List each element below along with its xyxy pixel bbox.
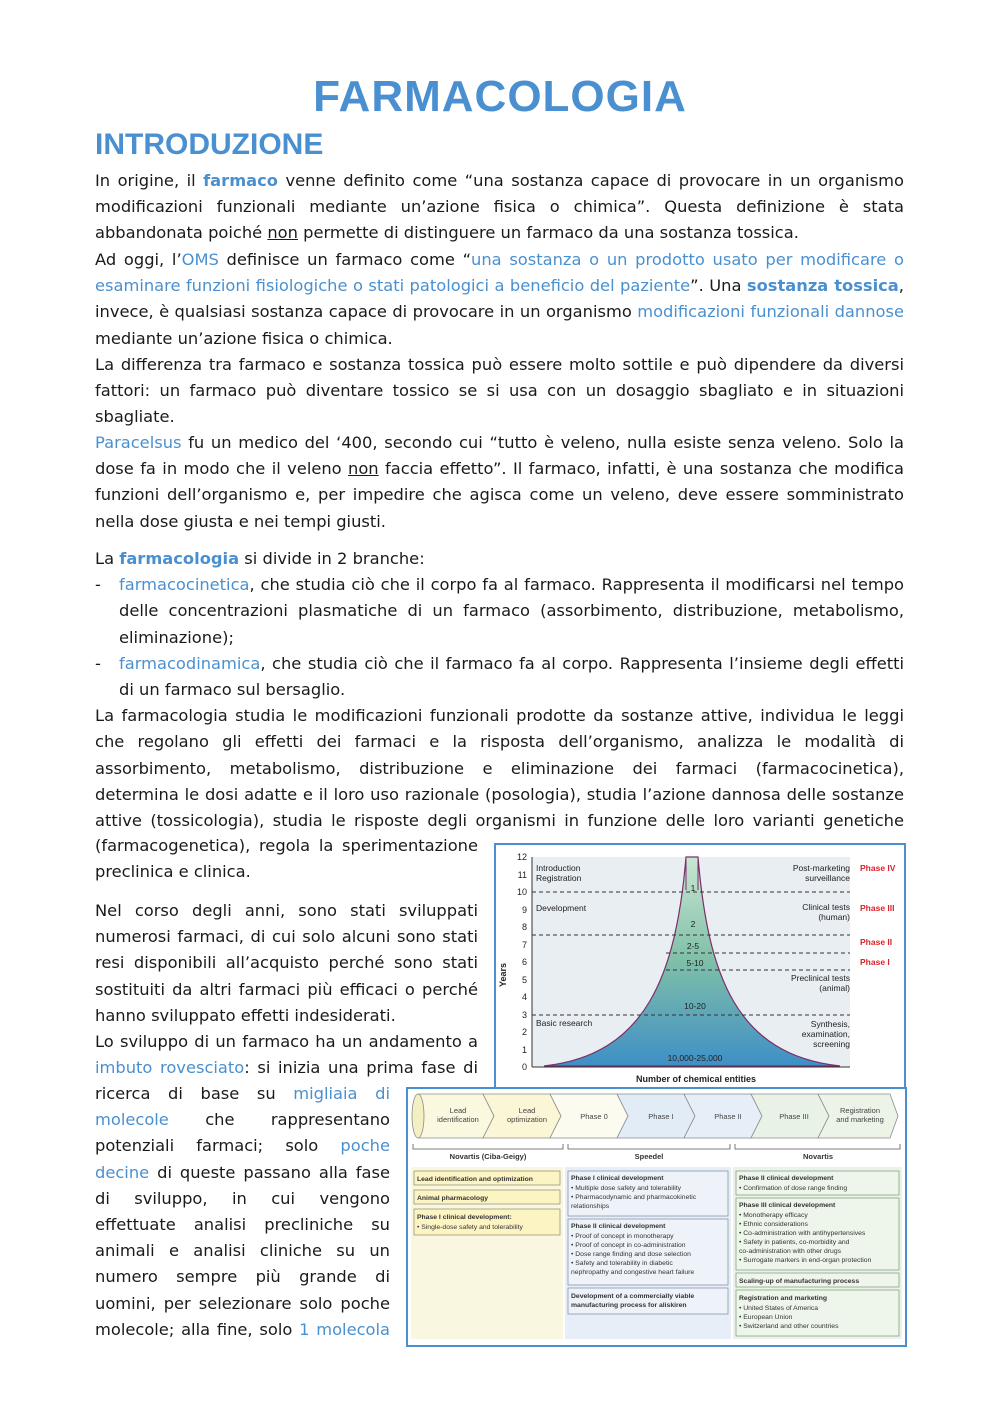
box-item: • European Union <box>739 1314 793 1321</box>
stage-label: examination, <box>801 1029 850 1039</box>
stage-label: Lead <box>449 1106 467 1115</box>
box-title: Lead identification and optimization <box>417 1176 533 1183</box>
entity-count: 10,000-25,000 <box>667 1053 723 1063</box>
box-title: manufacturing process for aliskiren <box>571 1302 687 1309</box>
y-tick: 3 <box>521 1010 527 1020</box>
entity-count: 5-10 <box>686 958 704 968</box>
phase-label: Phase IV <box>860 863 896 873</box>
y-tick: 8 <box>521 922 527 932</box>
y-tick: 1 <box>521 1045 527 1055</box>
stage-label: Basic research <box>536 1018 593 1028</box>
box-item: • Proof of concept in co-administration <box>571 1242 686 1249</box>
paragraph-definition-origin: In origine, il farmaco venne definito come “una sostanza capace di provocare in un organismo modificazioni funzionali mediante un’azione fisica o chimica”. Questa definizione è stata abbandonata poiché non permette di distinguere un farmaco da una sostanza tossica. <box>95 171 904 243</box>
development-timeline-figure <box>406 1087 907 1347</box>
y-axis-label: Years <box>498 962 508 988</box>
box-title: Phase I clinical development: <box>417 1214 512 1221</box>
paragraph-definition-oms: Ad oggi, l’OMS definisce un farmaco come “una sostanza o un prodotto usato per modificare o esaminare funzioni fisiologiche o stati patologici a beneficio del paziente”. Una sostanza tossica, invece, è qualsiasi sostanza capace di provocare in un organismo modificazioni funzionali dannose mediante un’azione fisica o chimica. <box>95 250 904 348</box>
phase-labels <box>860 863 896 967</box>
stage-label: optimization <box>506 1115 548 1124</box>
y-tick: 7 <box>521 940 527 950</box>
stage-label: Registration <box>536 873 582 883</box>
entity-count: 1 <box>690 883 696 893</box>
y-tick: 6 <box>521 957 527 967</box>
box-item: co-administration with other drugs <box>739 1248 841 1255</box>
page-title: FARMACOLOGIA <box>313 72 687 121</box>
box-item: nephropathy and congestive heart failure <box>571 1269 695 1276</box>
paragraph-difference: La differenza tra farmaco e sostanza tossica può essere molto sottile e può dipendere da diversi fattori: un farmaco può diventare tossico se si usa con un dosaggio sbagliato e in situazioni sbagliate. <box>95 355 904 427</box>
box-title: Phase II clinical development <box>571 1223 666 1230</box>
stage-label: Preclinical tests <box>790 973 850 983</box>
box-title: Phase II clinical development <box>739 1175 834 1182</box>
box-item: • Dose range finding and dose selection <box>571 1251 691 1258</box>
stage-label: (human) <box>818 912 850 922</box>
company-brackets <box>413 1144 900 1149</box>
stage-label: Synthesis, <box>810 1019 850 1029</box>
box-item: • Multiple dose safety and tolerability <box>571 1185 682 1192</box>
y-tick: 4 <box>521 992 527 1002</box>
phase-label: Phase II <box>860 937 893 947</box>
paragraph-branches: La farmacologia si divide in 2 branche: - farmacocinetica, che studia ciò che il corpo fa al farmaco. Rappresenta il modificarsi nel tempo delle concentrazioni plasmatiche di un farmaco (assorbimento, distribuzione, metabolismo, eliminazione); - farmacodinamica, che studia ciò che il farmaco fa al corpo. Rappresenta l’insieme degli effetti di un farmaco sul bersaglio. La farmacologia studia le modificazioni funzionali prodotte da sostanze attive, individua le leggi che regolano gli effetti dei farmaci e la risposta dell’organismo, analizza le modalità di assorbimento, metabolismo, distribuzione e eliminazione dei farmaci (farmacocinetica), determina le dosi adatte e il loro uso razionale (posologia), studia l’azione dannosa delle sostanze attive (tossicologia), studia le risposte degli organismi in funzione delle loro varianti genetiche <box>95 549 904 831</box>
y-tick: 2 <box>521 1027 527 1037</box>
y-tick: 5 <box>521 975 527 985</box>
box-item: • Proof of concept in monotherapy <box>571 1233 674 1240</box>
company-label: Novartis <box>802 1152 834 1161</box>
phase-label: Phase III <box>860 903 895 913</box>
stage-label: surveillance <box>805 873 850 883</box>
box-item: • Co-administration with antihypertensives <box>739 1230 866 1237</box>
y-tick: 12 <box>516 852 527 862</box>
box-item: • Confirmation of dose range finding <box>739 1185 848 1192</box>
y-tick: 10 <box>516 887 527 897</box>
stage-label: Registration <box>839 1106 881 1115</box>
development-timeline <box>408 1089 905 1345</box>
stage-label: Phase 0 <box>580 1112 608 1121</box>
stage-label: Phase II <box>714 1112 742 1121</box>
box-item: • Monotherapy efficacy <box>739 1212 808 1219</box>
stage-label: Clinical tests <box>802 902 850 912</box>
box-title: Phase I clinical development <box>571 1175 664 1182</box>
box-item: • Safety and tolerability in diabetic <box>571 1260 673 1267</box>
x-axis-label: Number of chemical entities <box>635 1074 757 1084</box>
entity-count: 10-20 <box>684 1001 706 1011</box>
section-heading: INTRODUZIONE <box>95 128 324 161</box>
box-item: • Ethnic considerations <box>739 1221 808 1228</box>
y-tick: 0 <box>521 1062 527 1072</box>
y-tick: 9 <box>521 905 527 915</box>
box-title: Animal pharmacology <box>417 1195 489 1202</box>
paragraph-funnel: ricerca di base su migliaia di molecole che rappresentano potenziali farmaci; solo poche decine di queste passano alla fase di sviluppo, in cui vengono effettuate analisi precliniche su animali e analisi cliniche su un numero sempre più grande di uomini, per selezionare solo poche molecole; alla fine, solo 1 molecola <box>95 1084 390 1339</box>
stage-label: Phase III <box>779 1112 809 1121</box>
funnel-figure <box>494 843 906 1090</box>
stage-label: (animal) <box>819 983 850 993</box>
list-item: - farmacocinetica, che studia ciò che il corpo fa al farmaco. Rappresenta il modificarsi nel tempo delle concentrazioni plasmatiche di un farmaco (assorbimento, distribuzione, metabolismo, eliminazione); <box>95 575 904 647</box>
box-item: • Single-dose safety and tolerability <box>417 1224 523 1231</box>
box-item: • Pharmacodynamic and pharmacokinetic <box>571 1194 697 1201</box>
box-title: Scaling-up of manufacturing process <box>739 1278 860 1285</box>
stage-label: Post-marketing <box>792 863 850 873</box>
box-title: Development of a commercially viable <box>571 1293 695 1300</box>
y-tick: 11 <box>517 870 527 880</box>
company-label: Novartis (Ciba-Geigy) <box>449 1152 527 1161</box>
stage-label: Phase I <box>648 1112 674 1121</box>
entity-count: 2-5 <box>686 941 700 951</box>
y-tick-labels <box>517 852 527 1072</box>
paragraph-history: Nel corso degli anni, sono stati sviluppati numerosi farmaci, di cui solo alcuni sono stati resi disponibili all’acquisto perché sono stati sostituiti da altri farmaci più efficaci o perché hanno sviluppato effetti indesiderati. Lo sviluppo di un farmaco ha un andamento a imbuto rovesciato: si inizia una prima fase di <box>95 901 478 1078</box>
stage-label: and marketing <box>836 1115 884 1124</box>
box-item: • Switzerland and other countries <box>739 1323 839 1330</box>
stage-label: identification <box>437 1115 479 1124</box>
company-label: Speedel <box>634 1152 664 1161</box>
stage-label: screening <box>813 1039 850 1049</box>
stage-label: Lead <box>518 1106 536 1115</box>
box-title: Registration and marketing <box>739 1295 827 1302</box>
funnel-diagram <box>496 845 904 1088</box>
paragraph-branches-end: (farmacogenetica), regola la sperimentazione preclinica e clinica. <box>95 836 478 882</box>
entity-count: 2 <box>690 919 696 929</box>
box-item: • Safety in patients, co-morbidity and <box>739 1239 850 1246</box>
stage-label: Introduction <box>536 863 581 873</box>
phase-label: Phase I <box>860 957 890 967</box>
box-title: Phase III clinical development <box>739 1202 836 1209</box>
company-labels <box>450 1152 833 1161</box>
box-item: relationships <box>571 1203 610 1210</box>
box-item: • United States of America <box>739 1305 819 1312</box>
stage-label: Development <box>536 903 587 913</box>
list-item: - farmacodinamica, che studia ciò che il farmaco fa al corpo. Rappresenta l’insieme degli effetti di un farmaco sul bersaglio. <box>95 653 904 700</box>
paragraph-paracelsus: Paracelsus fu un medico del ‘400, secondo cui “tutto è veleno, nulla esiste senza veleno. Solo la dose fa in modo che il veleno non faccia effetto”. Il farmaco, infatti, è una sostanza che modifica funzioni dell’organismo e, per impedire che agisca come un veleno, deve essere somministrato nella dose giusta e nei tempi giusti. <box>95 433 904 531</box>
box-item: • Surrogate markers in end-organ protection <box>739 1257 872 1264</box>
